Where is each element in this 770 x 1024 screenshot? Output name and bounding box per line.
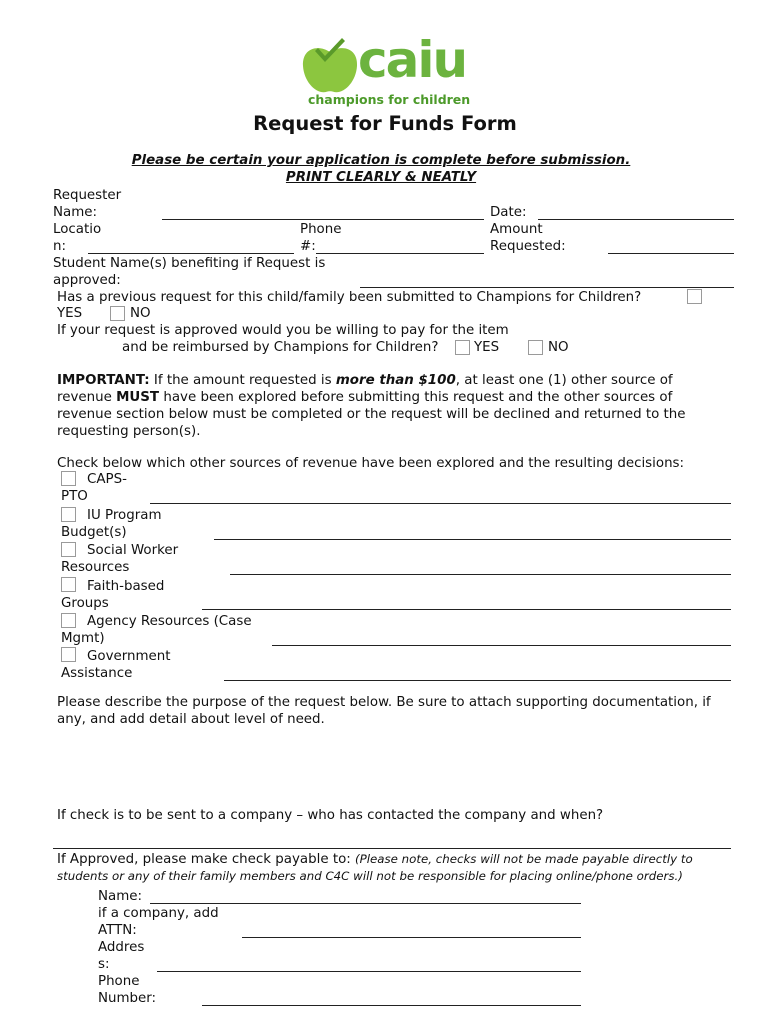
company-contact-line[interactable] (53, 848, 731, 849)
payee-address-label: Addres s: (98, 940, 145, 972)
source-label-faith-based: Faith-based Groups (61, 579, 165, 611)
purpose-response-area[interactable] (57, 732, 731, 802)
source-label-social-worker: Social Worker Resources (61, 543, 179, 575)
reimburse-yes-checkbox[interactable] (455, 340, 470, 355)
reimburse-question-2: and be reimbursed by Champions for Children? (122, 340, 439, 355)
reimburse-no-checkbox[interactable] (528, 340, 543, 355)
logo-tagline: champions for children (308, 92, 471, 107)
source-line-faith-based[interactable] (202, 609, 731, 610)
logo (300, 31, 475, 110)
source-line-government[interactable] (224, 680, 731, 681)
student-names-label: Student Name(s) benefiting if Request is approved: (53, 256, 326, 288)
important-label: IMPORTANT: (57, 373, 150, 388)
instruction-print: PRINT CLEARLY & NEATLY (285, 170, 477, 185)
payee-phone-label: Phone Number: (98, 974, 157, 1006)
source-line-social-worker[interactable] (230, 574, 731, 575)
amount-line[interactable] (608, 253, 734, 254)
phone-label: Phone #: (300, 222, 342, 254)
date-line[interactable] (538, 219, 734, 220)
location-line[interactable] (88, 253, 294, 254)
sources-intro: Check below which other sources of revenue have been explored and the resulting decisions: (57, 456, 685, 471)
previous-request-question: Has a previous request for this child/family been submitted to Champions for Children? (57, 290, 642, 305)
important-threshold: more than $100 (335, 373, 456, 388)
source-line-iu-program[interactable] (214, 539, 731, 540)
source-label-agency: Agency Resources (Case Mgmt) (61, 614, 252, 646)
requester-name-line[interactable] (162, 219, 484, 220)
payable-paragraph (57, 851, 733, 885)
payee-attn-label: if a company, add ATTN: (98, 906, 219, 938)
requester-name-label: Requester Name: (53, 188, 122, 220)
company-contact-question: If check is to be sent to a company – who has contacted the company and when? (57, 808, 604, 823)
previous-yes-label: YES (57, 306, 83, 321)
reimburse-question-1: If your request is approved would you be willing to pay for the item (57, 323, 509, 338)
date-label: Date: (490, 205, 527, 220)
important-paragraph: IMPORTANT: If the amount requested is more than $100, at least one (1) other source of revenue MUST have been explored before submitting this request and the other sources of revenue section below must be completed or the request will be declined and returned to the requesting person(s). (57, 373, 686, 439)
source-label-government: Government Assistance (61, 649, 171, 681)
payee-name-label: Name: (98, 889, 143, 904)
amount-label: Amount Requested: (490, 222, 566, 254)
source-line-agency[interactable] (272, 645, 731, 646)
source-label-caps-pto: CAPS- PTO (61, 472, 127, 504)
previous-no-checkbox[interactable] (110, 306, 125, 321)
important-must: MUST (116, 390, 160, 405)
payee-attn-line[interactable] (242, 937, 581, 938)
payee-address-line[interactable] (157, 971, 581, 972)
payee-name-line[interactable] (150, 903, 581, 904)
previous-no-label: NO (130, 306, 151, 321)
apple-logo-icon (300, 36, 360, 98)
payable-lead: If Approved, please make check payable to: (57, 852, 356, 867)
payee-phone-line[interactable] (202, 1005, 581, 1006)
source-line-caps-pto[interactable] (150, 503, 731, 504)
instruction-complete: Please be certain your application is complete before submission. (131, 153, 631, 168)
location-label: Locatio n: (53, 222, 102, 254)
phone-line[interactable] (316, 253, 484, 254)
payable-note: (Please note, checks will not be made payable directly to students or any of their family members and C4C will not be responsible for placing online/phone orders.) (57, 852, 693, 883)
purpose-instructions: Please describe the purpose of the request below. Be sure to attach supporting documentation, if any, and add detail about level of need. (57, 695, 711, 727)
student-names-line[interactable] (360, 287, 734, 288)
previous-request-checkbox[interactable] (687, 289, 702, 304)
source-label-iu-program: IU Program Budget(s) (61, 508, 162, 540)
logo-wordmark: caiu (358, 31, 467, 89)
form-title: Request for Funds Form (253, 112, 517, 135)
reimburse-no-label: NO (548, 340, 569, 355)
reimburse-yes-label: YES (474, 340, 500, 355)
